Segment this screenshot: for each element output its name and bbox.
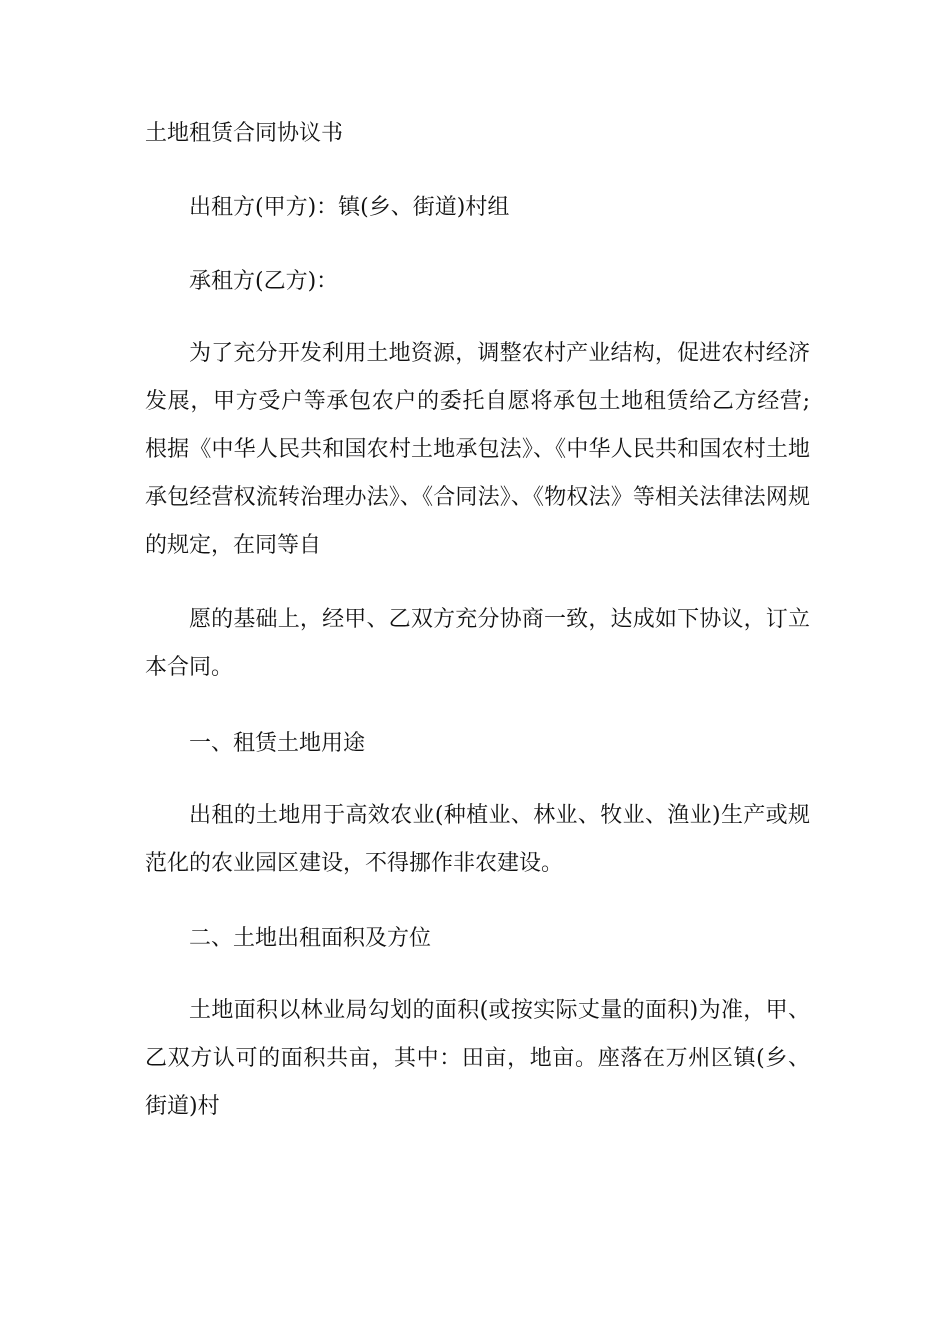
section-heading-2: 二、土地出租面积及方位 (189, 926, 432, 951)
section-2-paragraph: 土地面积以林业局勾划的面积(或按实际丈量的面积)为准，甲、乙双方认可的面积共亩，其中：田亩，地亩。座落在万州区镇(乡、街道)村 (145, 998, 810, 1119)
lessor-line: 出租方(甲方)：镇(乡、街道)村组 (189, 195, 510, 220)
agreement-paragraph: 愿的基础上，经甲、乙双方充分协商一致，达成如下协议，订立本合同。 (145, 607, 810, 680)
lessee-line: 承租方(乙方)： (189, 269, 339, 294)
document-title: 土地租赁合同协议书 (145, 121, 344, 146)
preamble-paragraph: 为了充分开发利用土地资源，调整农村产业结构，促进农村经济发展，甲方受户等承包农户的委托自愿将承包土地租赁给乙方经营;根据《中华人民共和国农村土地承包法》、《中华人民共和国农村土地承包经营权流转治理办法》、《合同法》、《物权法》等相关法律法网规的规定，在同等自 (145, 341, 810, 558)
section-1-paragraph: 出租的土地用于高效农业(种植业、林业、牧业、渔业)生产或规范化的农业园区建设，不得挪作非农建设。 (145, 803, 810, 876)
section-heading-1: 一、租赁土地用途 (189, 731, 366, 756)
